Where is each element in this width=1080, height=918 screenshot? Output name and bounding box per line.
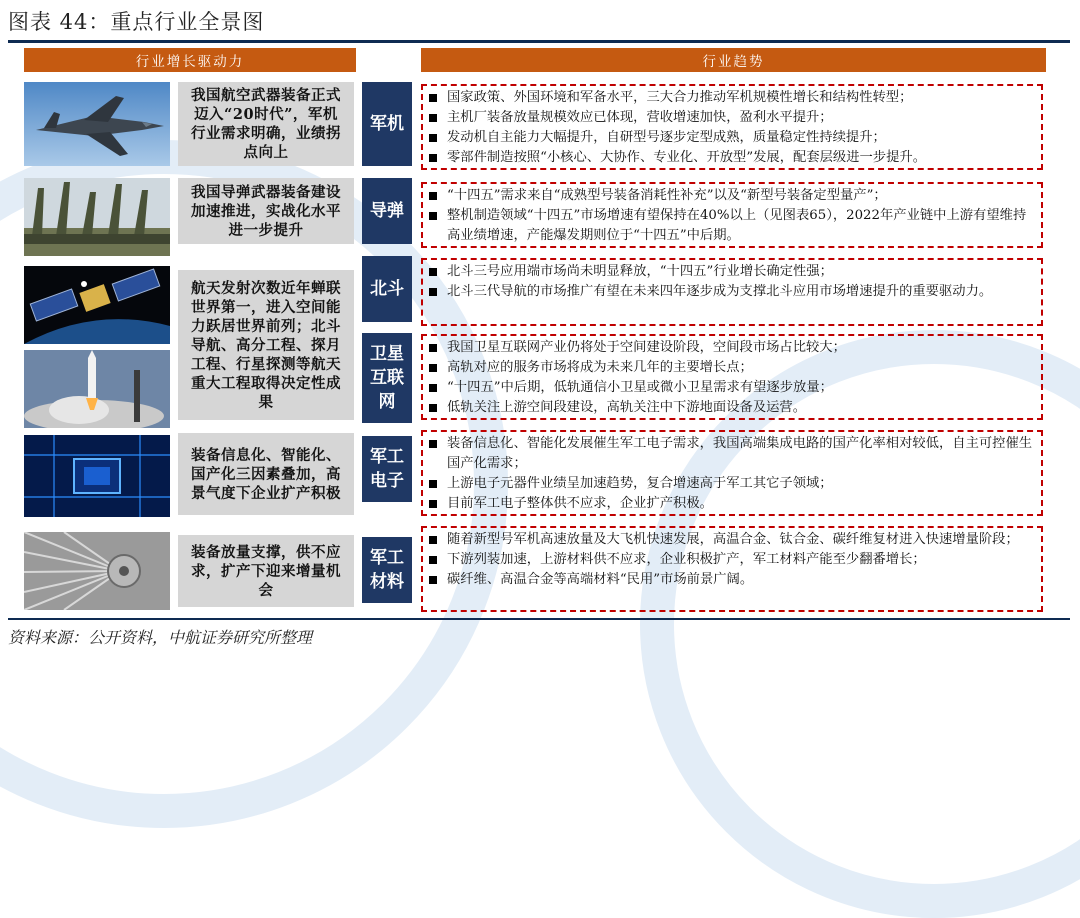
category-military-aircraft: 军机	[362, 82, 412, 166]
bullet-square-icon	[429, 556, 437, 564]
list-item: 低轨关注上游空间段建设，高轨关注中下游地面设备及运营。	[429, 398, 1037, 418]
title-divider	[8, 40, 1070, 43]
category-military-materials: 军工材料	[362, 537, 412, 603]
bullet-square-icon	[429, 440, 437, 448]
bullet-square-icon	[429, 480, 437, 488]
driver-military-aircraft: 我国航空武器装备正式迈入“20时代”，军机行业需求明确，业绩拐点向上	[178, 82, 354, 166]
list-item: 随着新型号军机高速放量及大飞机快速发展，高温合金、钛合金、碳纤维复材进入快速增量阶段；	[429, 530, 1037, 550]
rocket-launch-icon	[24, 350, 170, 428]
trends-beidou	[421, 258, 1043, 326]
list-item: “十四五”需求来自“成熟型号装备消耗性补充”以及“新型号装备定型量产”；	[429, 186, 1037, 206]
list-item: 整机制造领域“十四五”市场增速有望保持在40%以上（见图表65），2022年产业链中上游有望维持高业绩增速，产能爆发期则位于“十四五”中后期。	[429, 206, 1037, 246]
list-item: 国家政策、外国环境和军备水平，三大合力推动军机规模性增长和结构性转型；	[429, 88, 1037, 108]
header-trends: 行业趋势	[421, 48, 1046, 72]
trends-military-electronics	[421, 430, 1043, 516]
list-item: 主机厂装备放量规模效应已体现，营收增速加快，盈利水平提升；	[429, 108, 1037, 128]
bullet-square-icon	[429, 154, 437, 162]
category-military-electronics: 军工电子	[362, 436, 412, 502]
category-missile: 导弹	[362, 178, 412, 244]
satellite-icon	[24, 266, 170, 344]
bullet-square-icon	[429, 576, 437, 584]
bullet-square-icon	[429, 364, 437, 372]
footer-divider	[8, 618, 1070, 620]
bullet-square-icon	[429, 268, 437, 276]
list-item: 北斗三代导航的市场推广有望在未来四年逐步成为支撑北斗应用市场增速提升的重要驱动力。	[429, 282, 1037, 302]
bullet-square-icon	[429, 288, 437, 296]
list-item: 上游电子元器件业绩呈加速趋势，复合增速高于军工其它子领域；	[429, 474, 1037, 494]
list-item: 发动机自主能力大幅提升，自研型号逐步定型成熟，质量稳定性持续提升；	[429, 128, 1037, 148]
trends-missile	[421, 182, 1043, 248]
trends-military-materials	[421, 526, 1043, 612]
bullet-square-icon	[429, 404, 437, 412]
list-item: 北斗三号应用端市场尚未明显释放，“十四五”行业增长确定性强；	[429, 262, 1037, 282]
category-beidou: 北斗	[362, 256, 412, 322]
list-item: 高轨对应的服务市场将成为未来几年的主要增长点；	[429, 358, 1037, 378]
turbine-engine-icon	[24, 532, 170, 610]
bullet-square-icon	[429, 134, 437, 142]
list-item: 目前军工电子整体供不应求，企业扩产积极。	[429, 494, 1037, 514]
figure-title: 图表 44：重点行业全景图	[8, 10, 265, 34]
driver-aerospace: 航天发射次数近年蝉联世界第一，进入空间能力跃居世界前列；北斗导航、高分工程、探月工程、行星探测等航天重大工程取得决定性成果	[178, 270, 354, 420]
bullet-square-icon	[429, 536, 437, 544]
microchip-icon	[24, 435, 170, 517]
bullet-square-icon	[429, 384, 437, 392]
list-item: 碳纤维、高温合金等高端材料“民用”市场前景广阔。	[429, 570, 1037, 590]
bullet-square-icon	[429, 94, 437, 102]
source-note: 资料来源：公开资料，中航证券研究所整理	[8, 628, 313, 647]
header-drivers: 行业增长驱动力	[24, 48, 356, 72]
fighter-jet-icon	[24, 82, 170, 166]
bullet-square-icon	[429, 192, 437, 200]
driver-military-electronics: 装备信息化、智能化、国产化三因素叠加，高景气度下企业扩产积极	[178, 433, 354, 515]
list-item: 我国卫星互联网产业仍将处于空间建设阶段，空间段市场占比较大；	[429, 338, 1037, 358]
bullet-square-icon	[429, 344, 437, 352]
list-item: 下游列装加速，上游材料供不应求，企业积极扩产，军工材料产能至少翻番增长；	[429, 550, 1037, 570]
bullet-square-icon	[429, 114, 437, 122]
list-item: 装备信息化、智能化发展催生军工电子需求，我国高端集成电路的国产化率相对较低，自主可控催生国产化需求；	[429, 434, 1037, 474]
trends-satellite-internet	[421, 334, 1043, 420]
bullet-square-icon	[429, 500, 437, 508]
trends-military-aircraft	[421, 84, 1043, 170]
missile-launcher-icon	[24, 178, 170, 256]
category-satellite-internet: 卫星互联网	[362, 333, 412, 423]
list-item: 零部件制造按照“小核心、大协作、专业化、开放型”发展，配套层级进一步提升。	[429, 148, 1037, 168]
list-item: “十四五”中后期，低轨通信小卫星或微小卫星需求有望逐步放量；	[429, 378, 1037, 398]
driver-missile: 我国导弹武器装备建设加速推进，实战化水平进一步提升	[178, 178, 354, 244]
driver-military-materials: 装备放量支撑，供不应求，扩产下迎来增量机会	[178, 535, 354, 607]
bullet-square-icon	[429, 212, 437, 220]
